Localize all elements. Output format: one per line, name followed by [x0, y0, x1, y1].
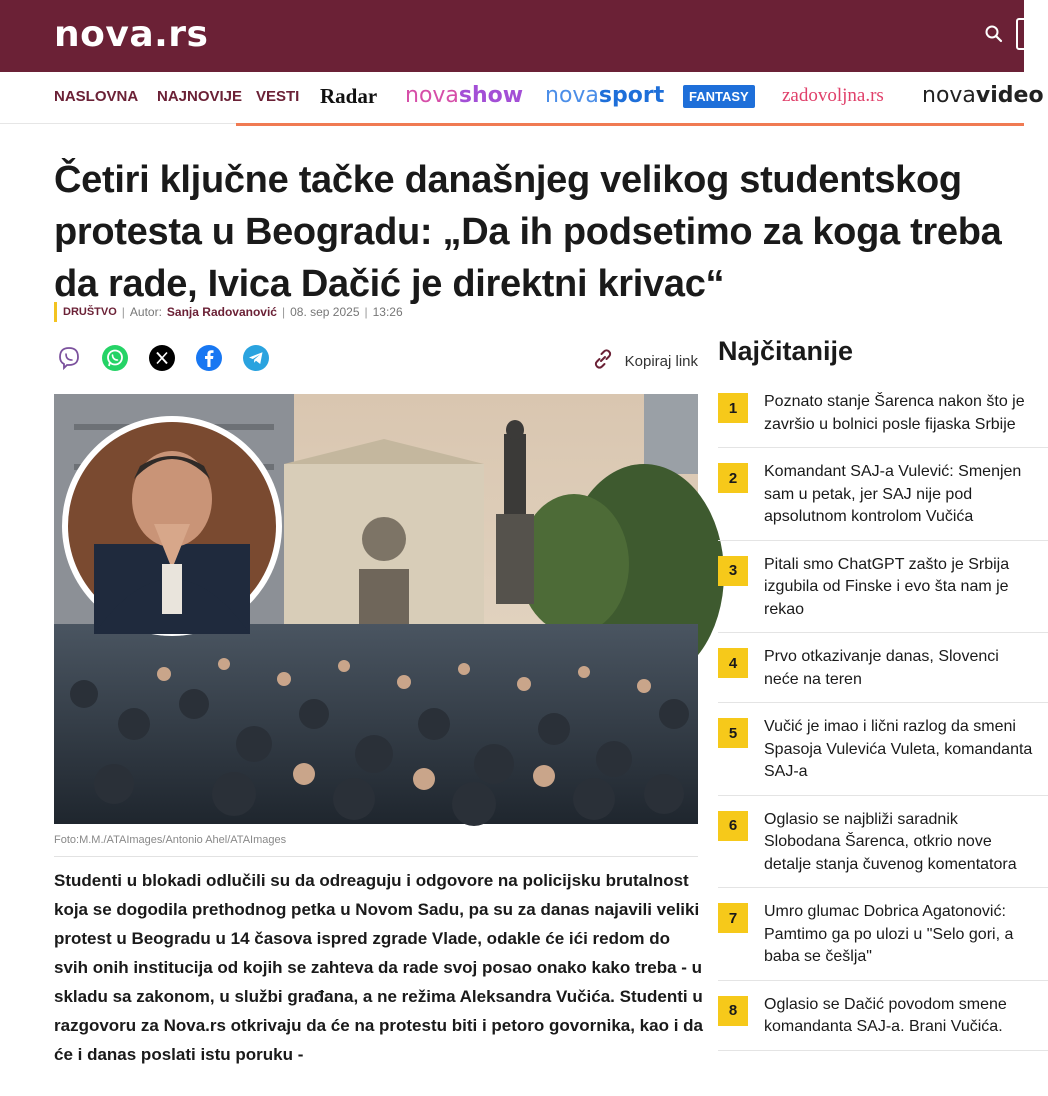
author-prefix: Autor: — [129, 305, 162, 319]
list-item-title[interactable]: Komandant SAJ-a Vulević: Smenjen sam u petak, jer SAJ nije pod apsolutnom kontrolom Vučića — [764, 463, 1022, 525]
nav-accent-line — [236, 123, 1024, 126]
list-item[interactable] — [718, 796, 1048, 889]
rank-badge: 5 — [718, 718, 748, 748]
novashow-part-b: show — [458, 83, 524, 108]
article-meta — [54, 302, 403, 322]
viber-icon[interactable] — [56, 345, 82, 371]
nav-item-novashow[interactable] — [405, 83, 523, 108]
list-item[interactable] — [718, 448, 1048, 541]
article-time: 13:26 — [372, 305, 403, 319]
telegram-icon[interactable] — [243, 345, 269, 371]
article-title: Četiri ključne tačke današnjeg velikog studentskog protesta u Beogradu: „Da ih podsetimo za koga treba da rade, Ivica Dačić je direktni krivac“ — [54, 159, 1002, 305]
rank-badge: 3 — [718, 556, 748, 586]
rank-badge: 6 — [718, 811, 748, 841]
most-read-list — [718, 378, 1048, 1051]
meta-separator: | — [121, 305, 125, 319]
nav-item-novavideo[interactable] — [922, 83, 1044, 108]
caption-divider — [54, 856, 698, 857]
article-date: 08. sep 2025 — [290, 305, 360, 319]
novashow-part-a: nova — [405, 83, 459, 108]
article-lead: Studenti u blokadi odlučili su da odreaguju i odgovore na policijsku brutalnost koja se dogodila prethodnog petka u Novom Sadu, pa su za danas najavili veliki protest u Beogradu u 14 časova ispred zgrade Vlade, odakle će ići redom do svih onih institucija od kojih se zahteva da rade svoj posao onako kako treba - u skladu sa zakonom, u službi građana, a ne režima Aleksandra Vučića. Studenti u razgovoru za Nova.rs otkrivaju da će na protestu biti i petoro govornika, kao i da će i danas poslati istu poruku - — [54, 871, 703, 1064]
nav-item-novasport[interactable] — [545, 83, 664, 108]
list-item-title[interactable]: Vučić je imao i lični razlog da smeni Spasoja Vulevića Vuleta, komandanta SAJ-a — [764, 718, 1033, 780]
top-bar — [0, 0, 1024, 72]
nav-item-radar[interactable]: Radar — [320, 84, 378, 108]
menu-icon[interactable] — [1016, 18, 1036, 50]
list-item[interactable] — [718, 541, 1048, 634]
main-nav — [0, 72, 1044, 124]
rank-badge: 7 — [718, 903, 748, 933]
rank-badge: 1 — [718, 393, 748, 423]
list-item-title[interactable]: Oglasio se Dačić povodom smene komandanta SAJ-a. Brani Vučića. — [764, 995, 1007, 1035]
list-item[interactable] — [718, 378, 1048, 448]
facebook-icon[interactable] — [196, 345, 222, 371]
article-photo[interactable] — [54, 394, 698, 824]
share-bar — [54, 343, 698, 375]
nav-item-fantasy[interactable]: FANTASY — [683, 85, 755, 108]
nav-item-vesti[interactable]: VESTI — [256, 88, 300, 105]
protest-photo-illustration — [54, 394, 698, 824]
novasport-part-a: nova — [545, 83, 599, 108]
x-icon[interactable] — [149, 345, 175, 371]
nav-item-naslovna[interactable]: NASLOVNA — [54, 88, 139, 105]
copy-link-button[interactable] — [591, 347, 698, 375]
list-item[interactable] — [718, 888, 1048, 981]
list-item-title[interactable]: Pitali smo ChatGPT zašto je Srbija izgubila od Finske i evo šta nam je rekao — [764, 555, 1010, 618]
list-item-title[interactable]: Oglasio se najbliži saradnik Slobodana Šarenca, otkrio nove detalje stanja čuvenog komentatora — [764, 810, 1017, 873]
article-author[interactable]: Sanja Radovanović — [166, 305, 277, 319]
novavideo-part-b: video — [975, 83, 1044, 108]
novavideo-part-a: nova — [922, 83, 976, 108]
photo-caption: Foto:M.M./ATAImages/Antonio Ahel/ATAImages — [54, 834, 287, 846]
copy-link-label: Kopiraj link — [624, 352, 698, 370]
list-item[interactable] — [718, 981, 1048, 1051]
list-item-title[interactable]: Poznato stanje Šarenca nakon što je završio u bolnici posle fijaska Srbije — [764, 393, 1025, 433]
nav-item-najnovije[interactable]: NAJNOVIJE — [157, 88, 243, 105]
list-item-title[interactable]: Umro glumac Dobrica Agatonović: Pamtimo ga po ulozi u "Selo gori, a baba se češlja" — [764, 903, 1014, 965]
nav-item-zadovoljna[interactable]: zadovoljna.rs — [782, 85, 884, 106]
article-category[interactable]: DRUŠTVO — [63, 306, 117, 318]
list-item[interactable] — [718, 633, 1048, 703]
link-icon — [591, 347, 615, 375]
most-read-title: Najčitanije — [718, 336, 854, 366]
whatsapp-icon[interactable] — [102, 345, 128, 371]
rank-badge: 2 — [718, 463, 748, 493]
rank-badge: 4 — [718, 648, 748, 678]
site-logo[interactable]: nova.rs — [54, 14, 209, 55]
list-item[interactable] — [718, 703, 1048, 796]
list-item-title[interactable]: Prvo otkazivanje danas, Slovenci neće na teren — [764, 648, 999, 688]
search-icon[interactable] — [984, 24, 1004, 44]
rank-badge: 8 — [718, 996, 748, 1026]
novasport-part-b: sport — [598, 83, 665, 108]
meta-separator: | — [281, 305, 286, 319]
meta-separator: | — [364, 305, 368, 319]
